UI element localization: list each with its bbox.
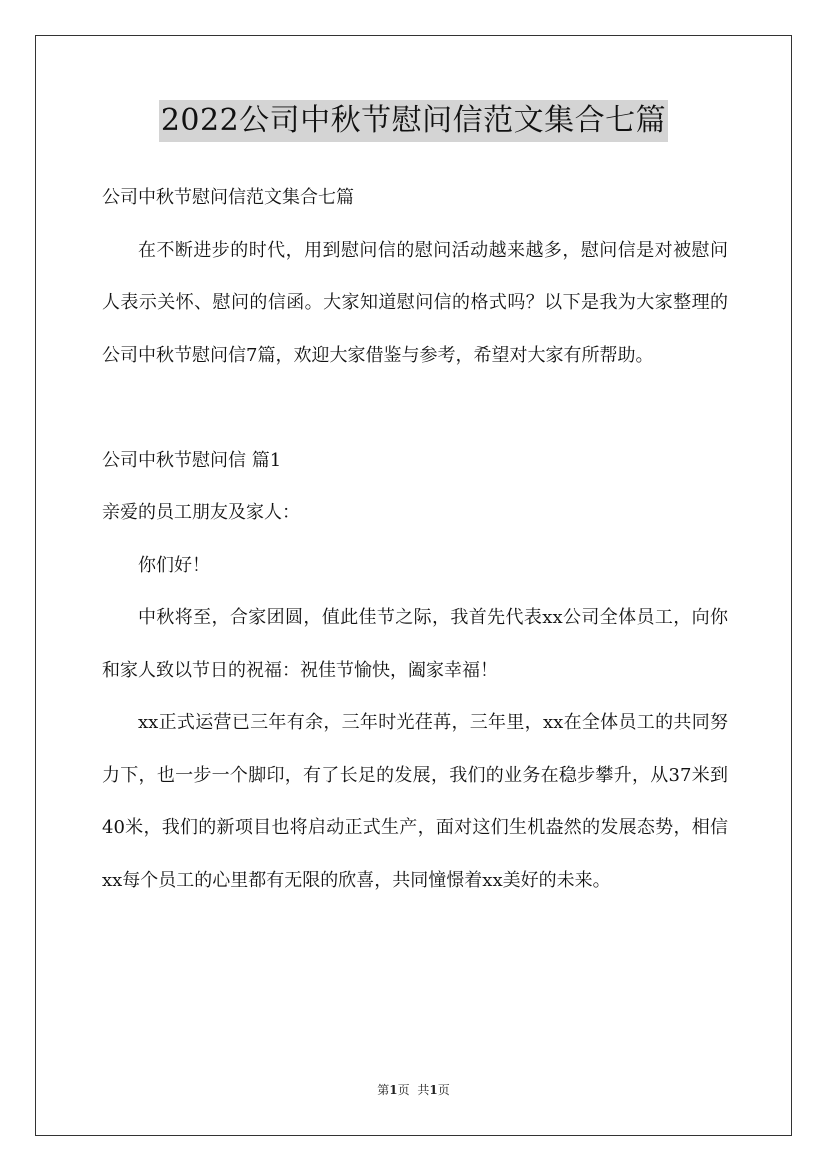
body-paragraph: 中秋将至，合家团圆，值此佳节之际，我首先代表xx公司全体员工，向你和家人致以节日的祝福：祝佳节愉快，阖家幸福！ xyxy=(102,607,728,681)
page-number: 1 xyxy=(389,1083,398,1097)
intro-paragraph: 在不断进步的时代，用到慰问信的慰问活动越来越多，慰问信是对被慰问人表示关怀、慰问的信函。大家知道慰问信的格式吗？以下是我为大家整理的公司中秋节慰问信7篇，欢迎大家借鉴与参考，希望对大家有所帮助。 xyxy=(102,239,728,366)
title-wrap xyxy=(0,100,827,142)
salutation: 亲爱的员工朋友及家人： xyxy=(102,502,300,523)
body-paragraph: xx正式运营已三年有余，三年时光荏苒，三年里，xx在全体员工的共同努力下，也一步一个脚印，有了长足的发展，我们的业务在稳步攀升，从37米到40米，我们的新项目也将启动正式生产，面对这们生机盎然的发展态势，相信xx每个员工的心里都有无限的欣喜，共同憧憬着xx美好的未来。 xyxy=(102,712,728,891)
section-heading: 公司中秋节慰问信 篇1 xyxy=(102,449,282,471)
document-body xyxy=(102,172,728,907)
total-pages: 1 xyxy=(429,1083,438,1097)
total-suffix: 页 xyxy=(437,1083,450,1097)
page-footer xyxy=(0,1080,827,1100)
page-prefix: 第 xyxy=(377,1083,390,1097)
document-title: 2022公司中秋节慰问信范文集合七篇 xyxy=(159,100,668,142)
greeting: 你们好！ xyxy=(138,554,210,576)
document-subtitle: 公司中秋节慰问信范文集合七篇 xyxy=(102,187,354,208)
paragraph-gap xyxy=(102,382,728,435)
page-suffix: 页 xyxy=(397,1083,410,1097)
total-prefix: 共 xyxy=(417,1083,430,1097)
